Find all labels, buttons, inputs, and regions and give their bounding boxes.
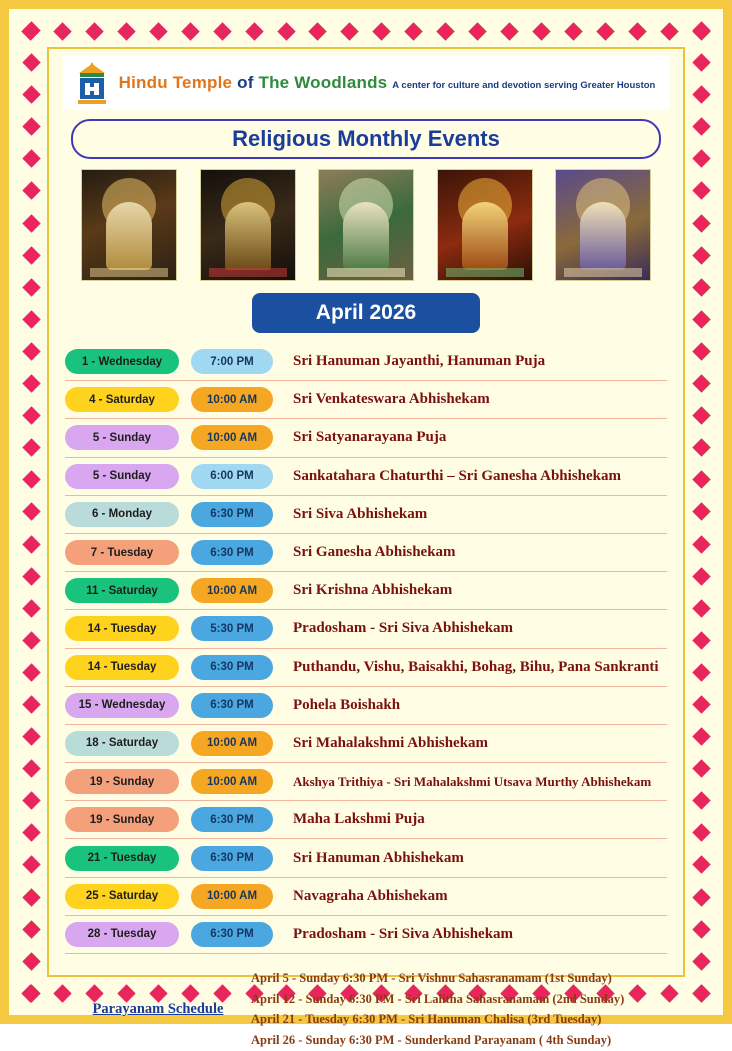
diamond-ornament (596, 22, 614, 40)
month-banner (252, 293, 480, 333)
diamond-ornament (532, 22, 550, 40)
diamond-ornament (692, 439, 710, 457)
diamond-ornament (22, 663, 40, 681)
event-title: Sri Hanuman Abhishekam (293, 849, 464, 866)
diamond-ornament (692, 631, 710, 649)
diamond-ornament (277, 22, 295, 40)
event-title: Pohela Boishakh (293, 696, 401, 713)
event-time-pill: 6:30 PM (191, 655, 273, 680)
deity-photo-2 (200, 169, 296, 281)
event-row (65, 458, 667, 496)
diamond-ornament (692, 567, 710, 585)
border-diamonds-left (18, 18, 44, 1006)
event-title: Sankatahara Chaturthi – Sri Ganesha Abhishekam (293, 467, 621, 484)
event-row (65, 572, 667, 610)
event-title: Sri Hanuman Jayanthi, Hanuman Puja (293, 353, 546, 370)
diamond-ornament (117, 22, 135, 40)
event-time-pill: 10:00 AM (191, 425, 273, 450)
logo-name-part1: Hindu Temple (118, 72, 233, 92)
event-row (65, 343, 667, 381)
event-date-pill: 18 - Saturday (65, 731, 179, 756)
event-date-pill: 1 - Wednesday (65, 349, 179, 374)
diamond-ornament (692, 952, 710, 970)
diamond-ornament (628, 22, 646, 40)
border-diamonds-right (688, 18, 714, 1006)
diamond-ornament (22, 150, 40, 168)
event-time-pill: 7:00 PM (191, 349, 273, 374)
flyer-content (57, 53, 675, 1047)
diamond-ornament (22, 920, 40, 938)
event-row (65, 419, 667, 457)
event-date-pill: 11 - Saturday (65, 578, 179, 603)
diamond-ornament (692, 21, 710, 39)
diamond-ornament (22, 824, 40, 842)
diamond-ornament (213, 22, 231, 40)
event-title: Akshya Trithiya - Sri Mahalakshmi Utsava Murthy Abhishekam (293, 773, 652, 789)
logo-row (57, 55, 675, 110)
diamond-ornament (181, 22, 199, 40)
diamond-ornament (22, 278, 40, 296)
diamond-ornament (468, 22, 486, 40)
parayanam-line: April 5 - Sunday 6:30 PM - Sri Vishnu Sahasranamam (1st Sunday) (251, 971, 612, 985)
deity-photo-strip (57, 169, 675, 281)
event-time-pill: 10:00 AM (191, 578, 273, 603)
temple-logo (63, 55, 670, 110)
diamond-ornament (22, 952, 40, 970)
deity-photo-5 (555, 169, 651, 281)
event-date-pill: 19 - Sunday (65, 769, 179, 794)
event-row (65, 649, 667, 687)
event-date-pill: 6 - Monday (65, 502, 179, 527)
event-row (65, 381, 667, 419)
diamond-ornament (692, 374, 710, 392)
event-time-pill: 6:30 PM (191, 540, 273, 565)
parayanam-label: Parayanam Schedule (92, 1000, 224, 1017)
diamond-ornament (22, 599, 40, 617)
diamond-ornament (564, 22, 582, 40)
month-label: April 2026 (315, 301, 417, 324)
diamond-ornament (692, 984, 710, 1002)
event-time-pill: 6:30 PM (191, 922, 273, 947)
event-date-pill: 25 - Saturday (65, 884, 179, 909)
diamond-ornament (692, 246, 710, 264)
diamond-ornament (22, 631, 40, 649)
diamond-ornament (22, 695, 40, 713)
diamond-ornament (692, 920, 710, 938)
event-row (65, 534, 667, 572)
diamond-ornament (22, 567, 40, 585)
diamond-ornament (22, 182, 40, 200)
diamond-ornament (22, 214, 40, 232)
diamond-ornament (692, 695, 710, 713)
event-title: Sri Mahalakshmi Abhishekam (293, 734, 489, 751)
events-list (57, 343, 675, 954)
event-title: Maha Lakshmi Puja (293, 811, 425, 828)
event-date-pill: 5 - Sunday (65, 464, 179, 489)
deity-photo-1 (81, 169, 177, 281)
diamond-ornament (22, 118, 40, 136)
parayanam-line: April 21 - Tuesday 6:30 PM - Sri Hanuman Chalisa (3rd Tuesday) (251, 1012, 602, 1027)
event-row (65, 763, 667, 801)
diamond-ornament (692, 406, 710, 424)
diamond-ornament (22, 374, 40, 392)
event-time-pill: 10:00 AM (191, 769, 273, 794)
page-title-text: Religious Monthly Events (232, 126, 500, 151)
logo-name-part3: The Woodlands (258, 72, 388, 92)
event-time-pill: 6:00 PM (191, 464, 273, 489)
event-date-pill: 15 - Wednesday (65, 693, 179, 718)
diamond-ornament (692, 535, 710, 553)
diamond-ornament (692, 888, 710, 906)
diamond-ornament (692, 503, 710, 521)
diamond-ornament (22, 856, 40, 874)
diamond-ornament (149, 22, 167, 40)
diamond-ornament (22, 792, 40, 810)
diamond-ornament (692, 214, 710, 232)
event-title: Sri Krishna Abhishekam (293, 582, 453, 599)
diamond-ornament (341, 22, 359, 40)
diamond-ornament (22, 310, 40, 328)
event-date-pill: 19 - Sunday (65, 807, 179, 832)
diamond-ornament (373, 22, 391, 40)
deity-photo-3 (318, 169, 414, 281)
event-row (65, 839, 667, 877)
diamond-ornament (692, 471, 710, 489)
event-row (65, 916, 667, 954)
event-row (65, 725, 667, 763)
diamond-ornament (692, 310, 710, 328)
event-title: Sri Siva Abhishekam (293, 505, 428, 522)
event-time-pill: 6:30 PM (191, 807, 273, 832)
diamond-ornament (660, 22, 678, 40)
event-date-pill: 21 - Tuesday (65, 846, 179, 871)
diamond-ornament (692, 727, 710, 745)
border-diamonds-top (18, 18, 714, 44)
diamond-ornament (22, 406, 40, 424)
diamond-ornament (22, 53, 40, 71)
event-row (65, 687, 667, 725)
parayanam-line: April 26 - Sunday 6:30 PM - Sunderkand Parayanam ( 4th Sunday) (251, 1032, 612, 1047)
page-title (71, 119, 661, 159)
diamond-ornament (692, 824, 710, 842)
diamond-ornament (22, 759, 40, 777)
event-time-pill: 6:30 PM (191, 846, 273, 871)
event-date-pill: 14 - Tuesday (65, 616, 179, 641)
event-title: Sri Satyanarayana Puja (293, 429, 447, 446)
diamond-ornament (692, 759, 710, 777)
event-title: Pradosham - Sri Siva Abhishekam (293, 620, 514, 637)
diamond-ornament (22, 535, 40, 553)
diamond-ornament (22, 342, 40, 360)
diamond-ornament (692, 150, 710, 168)
parayanam-line: April 12 - Sunday 6:30 PM - Sri Lalitha Sahasranamam (2nd Sunday) (251, 991, 625, 1006)
event-row (65, 610, 667, 648)
event-row (65, 496, 667, 534)
deity-photo-4 (437, 169, 533, 281)
diamond-ornament (500, 22, 518, 40)
diamond-ornament (436, 22, 454, 40)
parayanam-lines (251, 968, 667, 1051)
event-date-pill: 14 - Tuesday (65, 655, 179, 680)
event-title: Navagraha Abhishekam (293, 887, 448, 904)
event-row (65, 801, 667, 839)
logo-name-part2: of (237, 72, 254, 92)
event-date-pill: 28 - Tuesday (65, 922, 179, 947)
event-date-pill: 5 - Sunday (65, 425, 179, 450)
logo-tagline: A center for culture and devotion serving Greater Houston (392, 79, 656, 91)
diamond-ornament (309, 22, 327, 40)
parayanam-section (57, 962, 675, 1051)
temple-logo-icon (73, 61, 111, 105)
diamond-ornament (692, 85, 710, 103)
diamond-ornament (692, 856, 710, 874)
diamond-ornament (85, 22, 103, 40)
diamond-ornament (692, 663, 710, 681)
diamond-ornament (22, 246, 40, 264)
event-title: Sri Ganesha Abhishekam (293, 544, 456, 561)
diamond-ornament (22, 85, 40, 103)
event-time-pill: 10:00 AM (191, 387, 273, 412)
diamond-ornament (22, 503, 40, 521)
diamond-ornament (692, 342, 710, 360)
diamond-ornament (22, 439, 40, 457)
diamond-ornament (692, 792, 710, 810)
event-time-pill: 6:30 PM (191, 502, 273, 527)
diamond-ornament (22, 984, 40, 1002)
event-date-pill: 7 - Tuesday (65, 540, 179, 565)
diamond-ornament (22, 21, 40, 39)
diamond-ornament (22, 888, 40, 906)
diamond-ornament (22, 727, 40, 745)
event-time-pill: 10:00 AM (191, 884, 273, 909)
diamond-ornament (405, 22, 423, 40)
diamond-ornament (692, 118, 710, 136)
event-title: Puthandu, Vishu, Baisakhi, Bohag, Bihu, Pana Sankranti (293, 658, 659, 675)
event-time-pill: 6:30 PM (191, 693, 273, 718)
diamond-ornament (692, 182, 710, 200)
event-row (65, 878, 667, 916)
diamond-ornament (245, 22, 263, 40)
event-title: Pradosham - Sri Siva Abhishekam (293, 925, 514, 942)
diamond-ornament (692, 599, 710, 617)
diamond-ornament (692, 53, 710, 71)
diamond-ornament (692, 278, 710, 296)
event-title: Sri Venkateswara Abhishekam (293, 391, 490, 408)
diamond-ornament (53, 22, 71, 40)
logo-text (119, 74, 656, 93)
event-time-pill: 10:00 AM (191, 731, 273, 756)
diamond-ornament (22, 471, 40, 489)
event-date-pill: 4 - Saturday (65, 387, 179, 412)
event-time-pill: 5:30 PM (191, 616, 273, 641)
